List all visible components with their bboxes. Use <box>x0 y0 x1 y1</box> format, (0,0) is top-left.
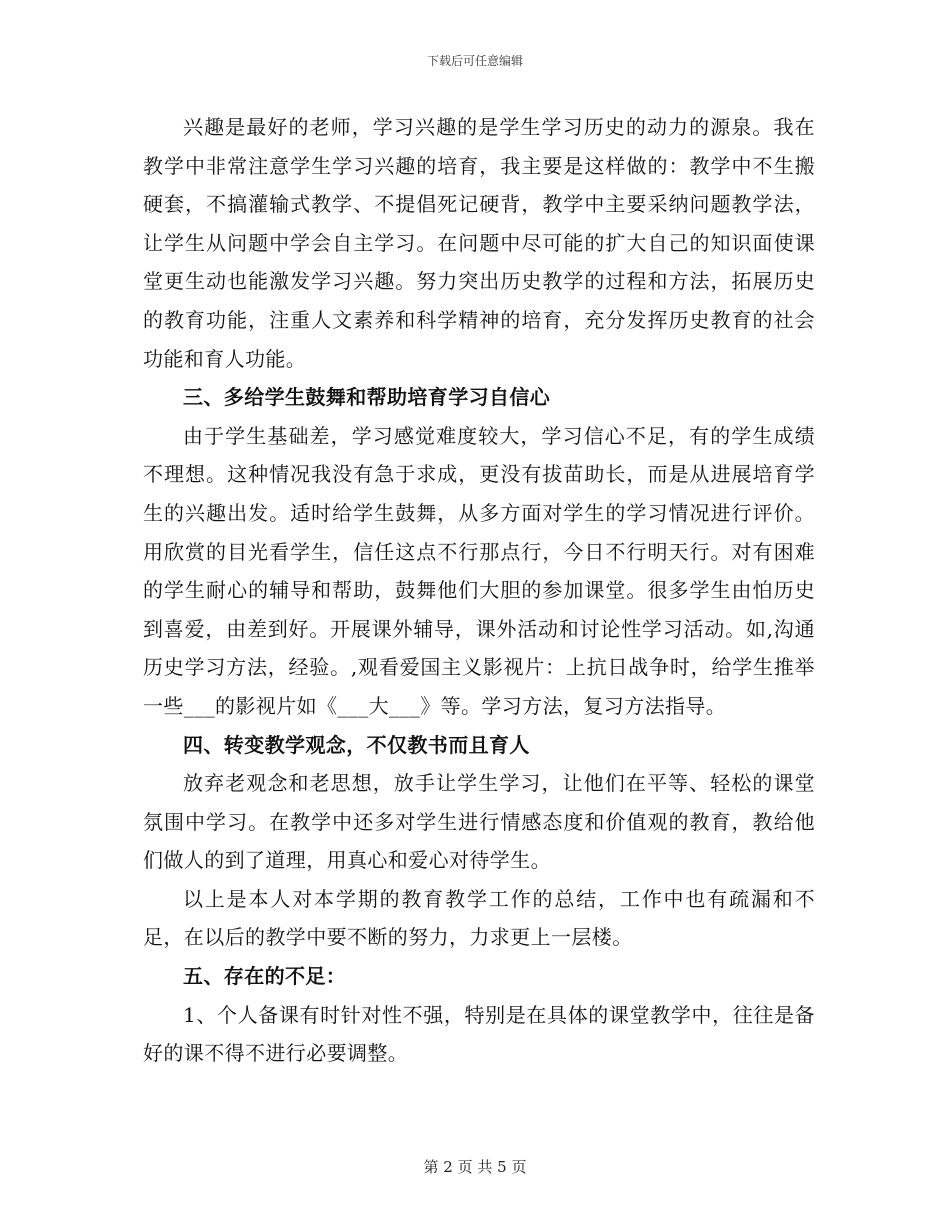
section-heading-3: 三、多给学生鼓舞和帮助培育学习自信心 <box>183 385 551 410</box>
document-body <box>143 108 815 1073</box>
paragraph-encouragement: 由于学生基础差，学习感觉难度较大，学习信心不足，有的学生成绩不理想。这种情况我没有急于求成，更没有拔苗助长，而是从进展培育学生的兴趣出发。适时给学生鼓舞，从多方面对学生的学习情况进行评价。用欣赏的目光看学生，信任这点不行那点行，今日不行明天行。对有困难的学生耐心的辅导和帮助，鼓舞他们大胆的参加课堂。很多学生由怕历史到喜爱，由差到好。开展课外辅导，课外活动和讨论性学习活动。如,沟通历史学习方法，经验。,观看爱国主义影视片：上抗日战争时，给学生推举一些___的影视片如《___大___》等。学习方法，复习方法指导。 <box>143 423 815 718</box>
paragraph-summary: 以上是本人对本学期的教育教学工作的总结，工作中也有疏漏和不足，在以后的教学中要不断的努力，力求更上一层楼。 <box>143 886 815 950</box>
page-header: 下载后可任意编辑 <box>426 54 523 68</box>
section-heading-5: 五、存在的不足： <box>183 964 347 989</box>
paragraph-interest: 兴趣是最好的老师，学习兴趣的是学生学习历史的动力的源泉。我在教学中非常注意学生学习兴趣的培育，我主要是这样做的：教学中不生搬硬套，不搞灌输式教学、不提倡死记硬背，教学中主要采纳问题教学法，让学生从问题中学会自主学习。在问题中尽可能的扩大自己的知识面使课堂更生动也能激发学习兴趣。努力突出历史教学的过程和方法，拓展历史的教育功能，注重人文素养和科学精神的培育，充分发挥历史教育的社会功能和育人功能。 <box>143 115 815 371</box>
paragraph-shortcoming-1: 1、个人备课有时针对性不强，特别是在具体的课堂教学中，往往是备好的课不得不进行必要调整。 <box>143 1002 815 1066</box>
section-heading-4: 四、转变教学观念，不仅教书而且育人 <box>183 732 530 757</box>
paragraph-concept-change: 放弃老观念和老思想，放手让学生学习，让他们在平等、轻松的课堂氛围中学习。在教学中还多对学生进行情感态度和价值观的教育，教给他们做人的到了道理，用真心和爱心对待学生。 <box>143 771 815 873</box>
page-footer: 第 2 页 共 5 页 <box>423 1158 527 1176</box>
